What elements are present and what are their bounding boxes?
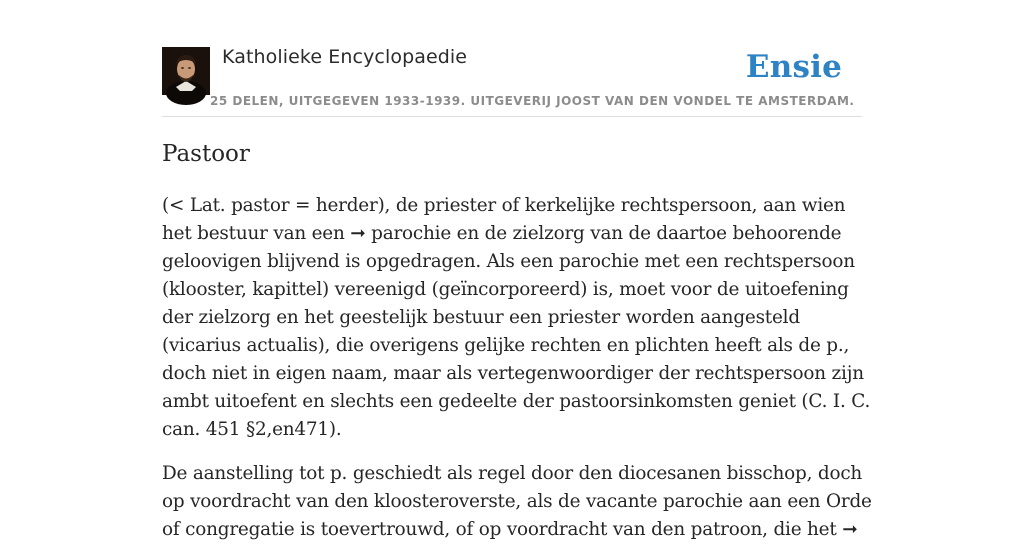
source-subtitle: 25 DELEN, UITGEGEVEN 1933-1939. UITGEVERIJ JOOST VAN DEN VONDEL TE AMSTERDAM. xyxy=(210,94,855,108)
source-header xyxy=(162,44,862,117)
source-title[interactable]: Katholieke Encyclopaedie xyxy=(222,46,468,68)
article-paragraph: (< Lat. pastor = herder), de priester of kerkelijke rechtspersoon, aan wien het bestuur van een ➞ parochie en de zielzorg van de daartoe behoorende geloovigen blijvend is opgedragen. Als een parochie met een rechtspersoon (klooster, kapittel) vereenigd (geïncorporeerd) is, moet voor de uitoefening der zielzorg en het geestelijk bestuur een priester worden aangesteld (vicarius actualis), die overigens gelijke rechten en plichten heeft als de p., doch niet in eigen naam, maar als vertegenwoordiger der rechtspersoon zijn ambt uitoefent en slechts een gedeelte der pastoorsinkomsten geniet (C. I. C. can. 451 §2,en471). xyxy=(162,195,871,440)
article-title: Pastoor xyxy=(162,141,250,167)
ensie-logo[interactable]: Ensie xyxy=(745,49,842,85)
article xyxy=(162,138,872,560)
portrait-avatar-icon[interactable] xyxy=(162,47,210,95)
article-paragraph: De aanstelling tot p. geschiedt als regel door den diocesanen bisschop, doch op voordracht van den kloosteroverste, als de vacante parochie aan een Orde of congregatie is toevertrouwd, of op voordracht van den patroon, die het ➞ xyxy=(162,463,872,540)
